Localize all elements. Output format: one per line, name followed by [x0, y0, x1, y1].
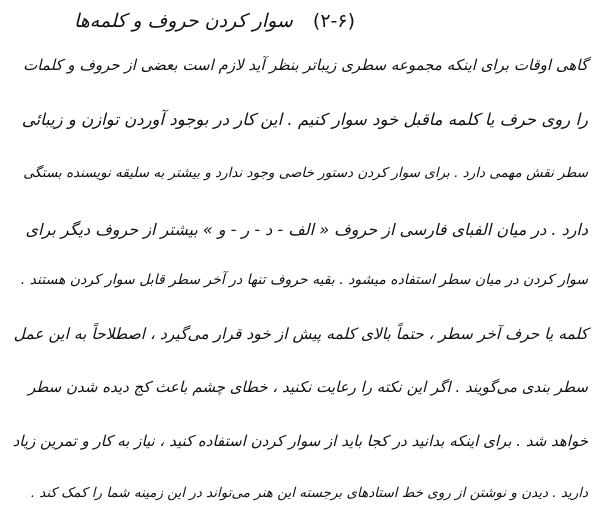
text-line-1: گاهی اوقات برای اینکه مجموعه سطری زیباتر بنظر آید لازم است بعضی از حروف و کلمات: [23, 56, 588, 74]
text-line-8: خواهد شد . برای اینکه بدانید در کجا باید از سوار کردن استفاده کنید ، نیاز به کار و تمرین زیاد: [12, 432, 588, 450]
text-line-5: سوار کردن در میان سطر استفاده میشود . بقیه حروف تنها در آخر سطر قابل سوار کردن هستند .: [20, 272, 588, 288]
section-number: (۲-۶): [312, 10, 355, 32]
text-line-7: سطر بندی می‌گویند . اگر این نکته را رعایت نکنید ، خطای چشم باعث کج دیده شدن سطر: [28, 378, 588, 396]
text-line-3: سطر نقش مهمی دارد . برای سوار کردن دستور خاصی وجود ندارد و بیشتر به سلیقه نویسنده بستگی: [23, 165, 588, 181]
text-line-9: دارید . دیدن و نوشتن از روی خط استادهای برجسته این هنر می‌تواند در این زمینه شما را کمک کند .: [30, 485, 588, 501]
text-line-4: دارد . در میان الفبای فارسی از حروف « الف - د - ر - و » بیشتر از حروف دیگر برای: [25, 220, 588, 239]
section-title: سوار کردن حروف و کلمه‌ها: [73, 10, 293, 32]
text-line-2: را روی حرف یا کلمه ماقبل خود سوار کنیم . این کار در بوجود آوردن توازن و زیبائی: [21, 110, 588, 129]
text-line-6: کلمه یا حرف آخر سطر ، حتماً بالای کلمه پیش از خود قرار می‌گیرد ، اصطلاحاً به این عمل: [13, 325, 588, 343]
section-heading: [74, 10, 355, 32]
